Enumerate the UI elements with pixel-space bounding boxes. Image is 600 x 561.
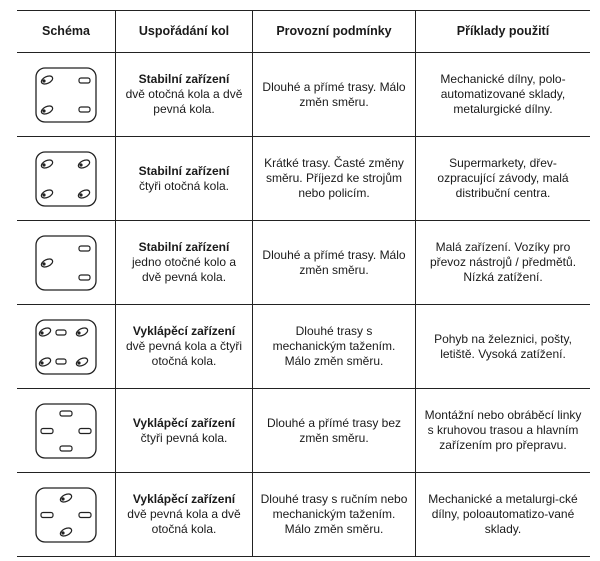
schema-cell — [17, 137, 115, 220]
table-row — [17, 137, 590, 221]
schema-cell — [17, 221, 115, 304]
header-schema: Schéma — [42, 24, 90, 38]
arrangement-desc: dvě otočná kola a dvě pevná kola. — [125, 87, 243, 116]
arrangement-desc: jedno otočné kolo a dvě pevná kola. — [131, 255, 237, 284]
conditions-cell: Dlouhé trasy s mechanickým tažením. Málo změn směru. — [252, 305, 415, 388]
schema-cell — [17, 305, 115, 388]
header-examples: Příklady použití — [415, 11, 590, 52]
examples-cell: Supermarkety, dřev-ozpracující závody, malá distribuční centra. — [415, 137, 590, 220]
cart-schema-4-swivel-icon — [33, 149, 99, 209]
arrangement-title: Vyklápěcí zařízení — [132, 415, 236, 430]
table-row — [17, 221, 590, 305]
table-row — [17, 389, 590, 473]
arrangement-title: Stabilní zařízení — [138, 163, 230, 178]
conditions-cell: Krátké trasy. Časté změny směru. Příjezd ke strojům nebo policím. — [252, 137, 415, 220]
cart-schema-2-fixed-4-swivel-icon — [33, 317, 99, 377]
arrangement-title: Vyklápěcí zařízení — [132, 324, 236, 338]
arrangement-title: Stabilní zařízení — [138, 240, 230, 254]
header-arrangement: Uspořádání kol — [115, 11, 252, 52]
arrangement-desc: dvě pevná kola a dvě otočná kola. — [127, 507, 241, 536]
conditions-cell: Dlouhé trasy s ručním nebo mechanickým tažením. Málo změn směru. — [252, 473, 415, 556]
schema-cell — [17, 53, 115, 136]
cart-schema-1-swivel-2-fixed-icon — [33, 233, 99, 293]
arrangement-desc: čtyři pevná kola. — [140, 430, 228, 445]
schema-cell — [17, 389, 115, 472]
table-row — [17, 53, 590, 137]
cart-schema-4-fixed-diamond-icon — [33, 401, 99, 461]
conditions-cell: Dlouhé a přímé trasy. Málo změn směru. — [252, 53, 415, 136]
wheel-arrangement-table — [17, 10, 590, 557]
schema-cell — [17, 473, 115, 556]
table-row — [17, 473, 590, 557]
examples-cell: Pohyb na železnici, pošty, letiště. Vysoká zatížení. — [415, 305, 590, 388]
cart-schema-2-fixed-2-swivel-diamond-icon — [33, 485, 99, 545]
examples-cell: Mechanické a metalurgi-cké dílny, poloautomatizo-vané sklady. — [415, 473, 590, 556]
arrangement-title: Vyklápěcí zařízení — [132, 492, 236, 506]
arrangement-cell — [115, 473, 252, 556]
table-row — [17, 305, 590, 389]
arrangement-cell — [115, 221, 252, 304]
arrangement-cell — [115, 137, 252, 220]
arrangement-cell — [115, 389, 252, 472]
arrangement-cell — [115, 53, 252, 136]
arrangement-cell — [115, 305, 252, 388]
conditions-cell: Dlouhé a přímé trasy bez změn směru. — [252, 389, 415, 472]
arrangement-desc: dvě pevná kola a čtyři otočná kola. — [125, 339, 243, 368]
examples-cell: Malá zařízení. Vozíky pro převoz nástrojů / předmětů. Nízká zatížení. — [415, 221, 590, 304]
conditions-cell: Dlouhé a přímé trasy. Málo změn směru. — [252, 221, 415, 304]
examples-cell: Mechanické dílny, polo-automatizované sklady, metalurgické dílny. — [415, 53, 590, 136]
arrangement-title: Stabilní zařízení — [138, 72, 230, 86]
examples-cell: Montážní nebo obráběcí linky s kruhovou trasou a hlavním zařízením pro přepravu. — [415, 389, 590, 472]
table-header-row — [17, 11, 590, 53]
cart-schema-2-swivel-2-fixed-icon — [33, 65, 99, 125]
arrangement-desc: čtyři otočná kola. — [138, 178, 230, 193]
header-conditions: Provozní podmínky — [252, 11, 415, 52]
